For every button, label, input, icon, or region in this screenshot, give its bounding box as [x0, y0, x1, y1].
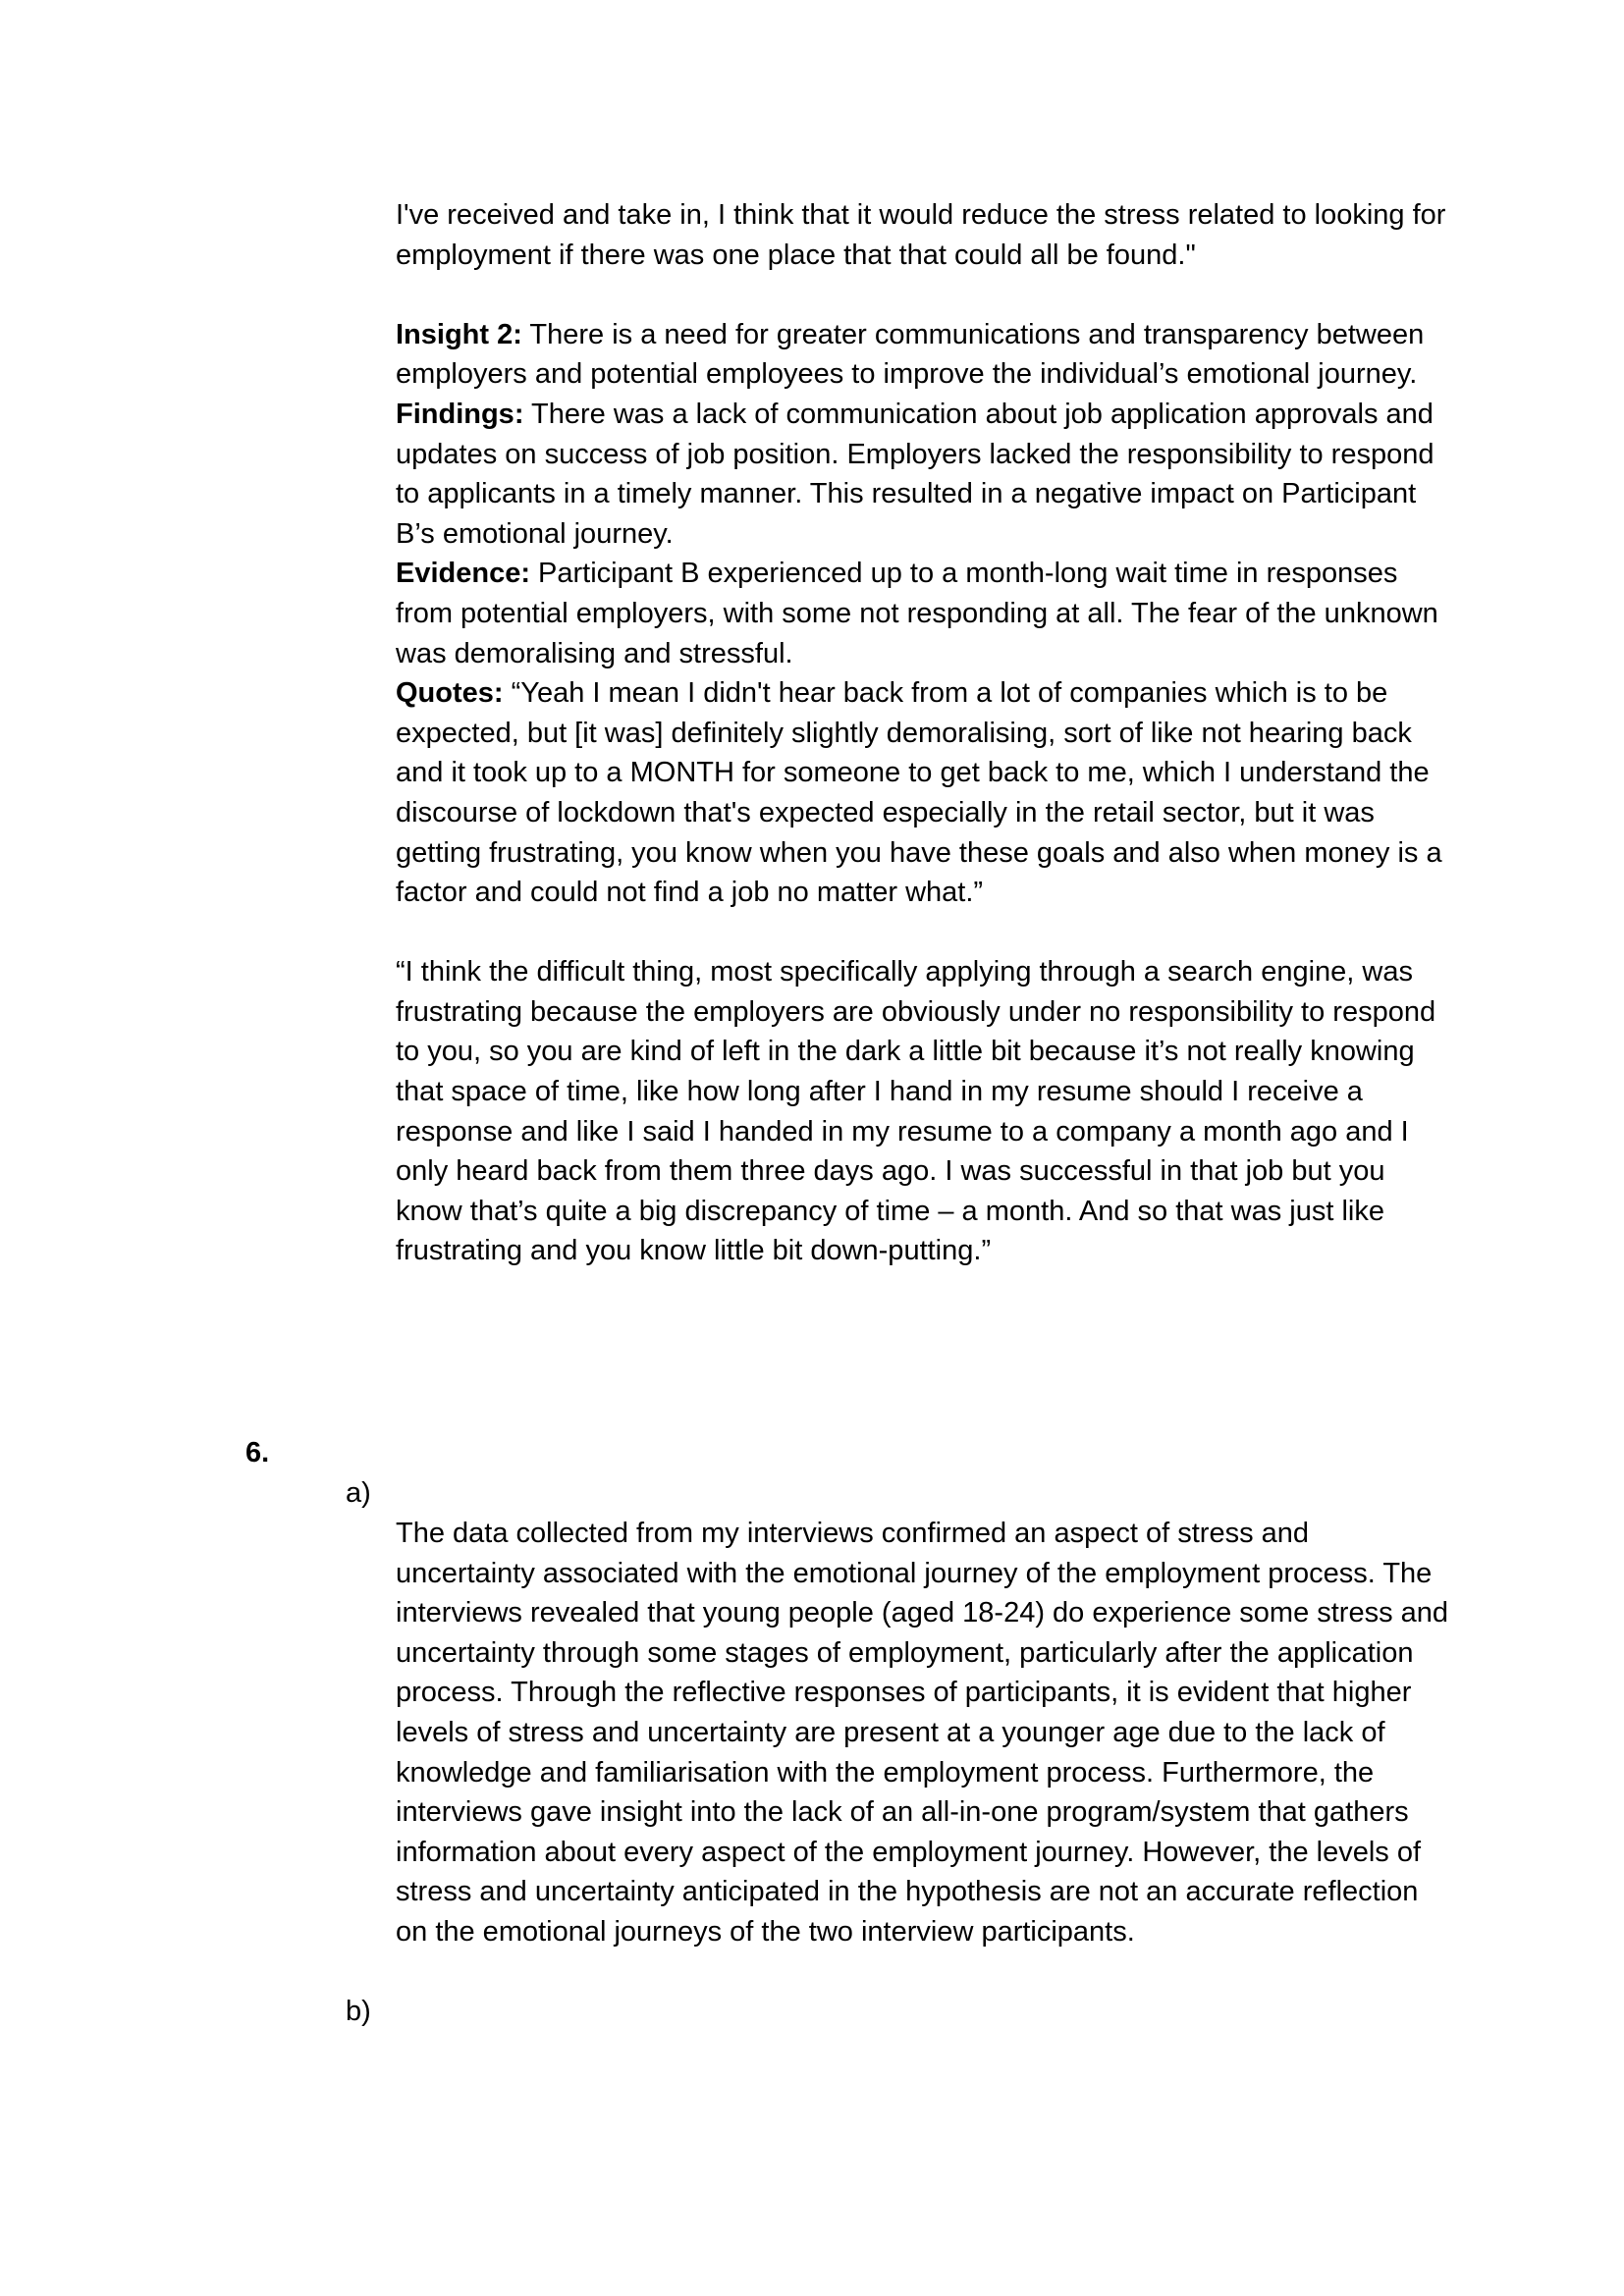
evidence-text: Participant B experienced up to a month-long wait time in responses from potential employers, with some not responding at all. The fear of the unknown was demoralising and stressful. — [396, 558, 1438, 669]
quotes — [396, 673, 1451, 913]
quotes-text: “Yeah I mean I didn't hear back from a lot of companies which is to be expected, but [it was] definitely slightly demoralising, sort of like not hearing back and it took up to a MONTH for someone to get back to me, which I understand the discourse of lockdown that's expected especially in the retail sector, but it was getting frustrating, you know when you have these goals and also when money is a factor and could not find a job no matter what.” — [396, 677, 1442, 909]
second-quote: “I think the difficult thing, most specifically applying through a search engine, was frustrating because the employers are obviously under no responsibility to respond to you, so you are kind of left in the dark a little bit because it’s not really knowing that space of time, like how long after I hand in my resume should I receive a response and like I said I handed in my resume to a company a month ago and I only heard back from them three days ago. I was successful in that job but you know that’s quite a big discrepancy of time – a month. And so that was just like frustrating and you know little bit down-putting.” — [396, 956, 1436, 1267]
evidence-label: Evidence: — [396, 558, 530, 590]
section-6b-label: b) — [346, 1996, 371, 2027]
insight-2 — [396, 315, 1451, 395]
insight-2-text: There is a need for greater communications and transparency between employers and potential employees to improve the individual’s emotional journey. — [396, 318, 1425, 391]
findings-text: There was a lack of communication about job application approvals and updates on success of job position. Employers lacked the responsibility to respond to applicants in a timely manner. This resulted in a negative impact on Participant B’s emotional journey. — [396, 398, 1435, 550]
paragraph-gap — [396, 275, 1451, 315]
quotes-label: Quotes: — [396, 677, 504, 710]
section-6a-label: a) — [346, 1477, 371, 1509]
section-6-number: 6. — [245, 1437, 270, 1468]
paragraph-gap — [396, 913, 1451, 953]
evidence — [396, 554, 1451, 673]
quote-continuation: I've received and take in, I think that it would reduce the stress related to looking for employment if there was one place that that could all be found." — [396, 199, 1446, 271]
section-6a-column — [396, 1514, 1451, 1952]
findings — [396, 395, 1451, 554]
section-6a-text: The data collected from my interviews confirmed an aspect of stress and uncertainty associated with the emotional journey of the employment process. The interviews revealed that young people (aged 18-24) do experience some stress and uncertainty through some stages of employment, particularly after the application process. Through the reflective responses of participants, it is evident that higher levels of stress and uncertainty are present at a younger age due to the lack of knowledge and familiarisation with the employment process. Furthermore, the interviews gave insight into the lack of an all-in-one program/system that gathers information about every aspect of the employment journey. However, the levels of stress and uncertainty anticipated in the hypothesis are not an accurate reflection on the emotional journeys of the two interview participants. — [396, 1518, 1449, 1948]
findings-column — [396, 195, 1451, 1271]
insight-2-label: Insight 2: — [396, 318, 522, 350]
findings-label: Findings: — [396, 398, 524, 430]
